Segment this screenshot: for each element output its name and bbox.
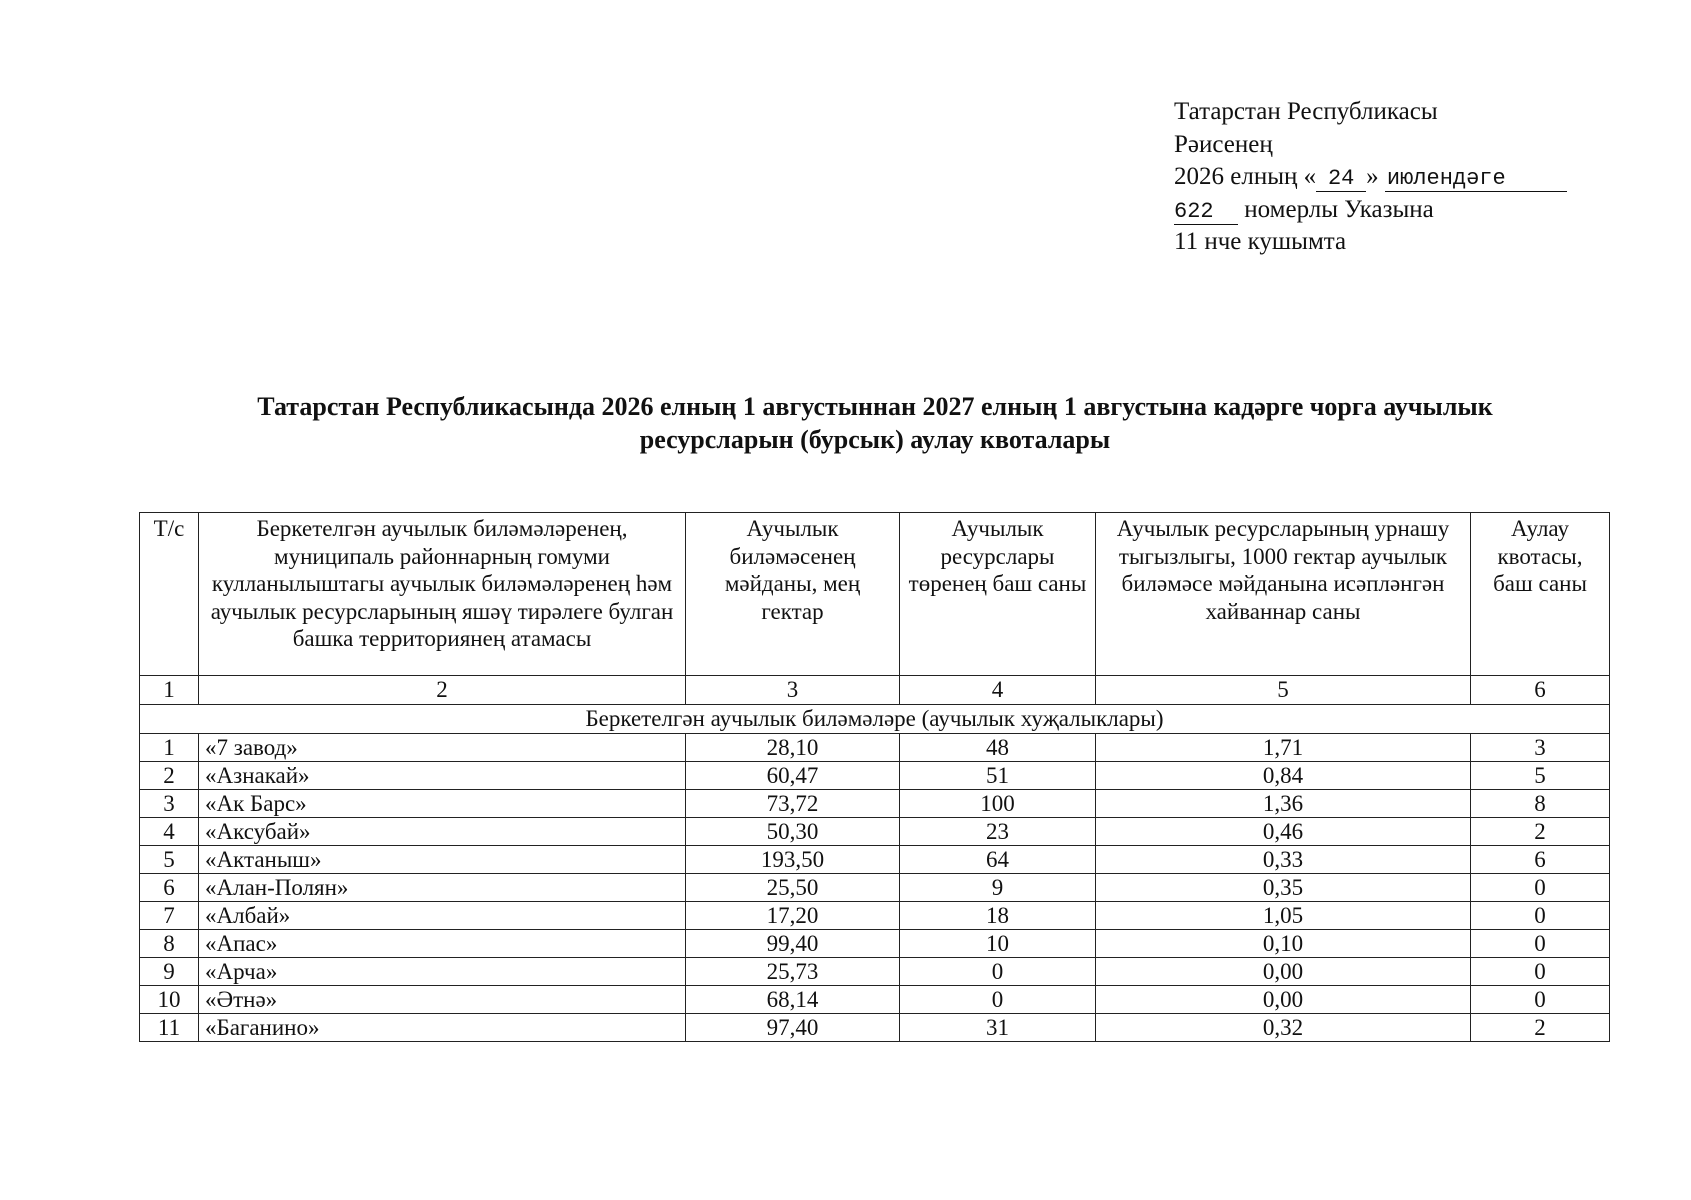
area-value: 73,72 (686, 790, 900, 818)
territory-name: «Албай» (199, 902, 686, 930)
count-value: 31 (900, 1014, 1096, 1042)
count-value: 18 (900, 902, 1096, 930)
density-value: 0,00 (1096, 986, 1471, 1014)
area-value: 50,30 (686, 818, 900, 846)
quota-value: 0 (1471, 902, 1610, 930)
territory-name: «Актаныш» (199, 846, 686, 874)
count-value: 10 (900, 930, 1096, 958)
territory-name: «Алан-Полян» (199, 874, 686, 902)
section-row (140, 705, 1610, 734)
quota-value: 5 (1471, 762, 1610, 790)
attachment-decree-suffix: номерлы Указына (1238, 195, 1434, 223)
document-title-line-2: ресурсларын (бурсык) аулау квоталары (639, 425, 1111, 454)
row-number: 10 (140, 986, 199, 1014)
row-number: 1 (140, 734, 199, 762)
density-value: 1,71 (1096, 734, 1471, 762)
table-row (140, 902, 1610, 930)
density-value: 1,36 (1096, 790, 1471, 818)
quota-value: 6 (1471, 846, 1610, 874)
document-title (150, 390, 1600, 456)
count-value: 0 (900, 958, 1096, 986)
quota-value: 2 (1471, 818, 1610, 846)
area-value: 68,14 (686, 986, 900, 1014)
territory-name: «Баганино» (199, 1014, 686, 1042)
table-row (140, 930, 1610, 958)
density-value: 1,05 (1096, 902, 1471, 930)
section-title: Беркетелгән аучылык биләмәләре (аучылык хуҗалыклары) (140, 705, 1610, 734)
row-number: 4 (140, 818, 199, 846)
quota-value: 0 (1471, 930, 1610, 958)
density-value: 0,32 (1096, 1014, 1471, 1042)
attachment-date-mid: » (1366, 163, 1385, 190)
density-value: 0,35 (1096, 874, 1471, 902)
row-number: 6 (140, 874, 199, 902)
column-number: 6 (1471, 676, 1610, 705)
attachment-line-1: Татарстан Республикасы (1174, 98, 1438, 125)
column-number: 3 (686, 676, 900, 705)
attachment-line-2: Рәисенең (1174, 130, 1273, 158)
table-row (140, 734, 1610, 762)
area-value: 25,73 (686, 958, 900, 986)
row-number: 8 (140, 930, 199, 958)
header-territory-name: Беркетелгән аучылык биләмәләренең, муниципаль районнарның гомуми кулланылыштагы аучылык биләмәләренең һәм аучылык ресурсларының яшәү тирәлеге булган башка территориянең атамасы (199, 513, 686, 676)
column-number: 1 (140, 676, 199, 705)
density-value: 0,10 (1096, 930, 1471, 958)
attachment-header (1174, 96, 1567, 259)
column-number-row (140, 676, 1610, 705)
handwritten-decree-number: 622 (1174, 200, 1238, 225)
header-density: Аучылык ресурсларының урнашу тыгызлыгы, 1000 гектар аучылык биләмәсе мәйданына исәпләнгән хайваннар саны (1096, 513, 1471, 676)
count-value: 51 (900, 762, 1096, 790)
row-number: 9 (140, 958, 199, 986)
table-row (140, 986, 1610, 1014)
attachment-date-prefix: 2026 елның « (1174, 163, 1317, 190)
table-row (140, 958, 1610, 986)
count-value: 100 (900, 790, 1096, 818)
quota-value: 0 (1471, 874, 1610, 902)
density-value: 0,00 (1096, 958, 1471, 986)
quota-value: 2 (1471, 1014, 1610, 1042)
header-serial-number: Т/с (140, 513, 199, 676)
attachment-line-3 (1174, 161, 1567, 194)
quota-value: 3 (1471, 734, 1610, 762)
row-number: 11 (140, 1014, 199, 1042)
territory-name: «Апас» (199, 930, 686, 958)
attachment-line-4 (1174, 194, 1567, 227)
table-row (140, 818, 1610, 846)
table-header-row (140, 513, 1610, 676)
row-number: 7 (140, 902, 199, 930)
density-value: 0,33 (1096, 846, 1471, 874)
area-value: 28,10 (686, 734, 900, 762)
density-value: 0,46 (1096, 818, 1471, 846)
territory-name: «Аксубай» (199, 818, 686, 846)
territory-name: «7 завод» (199, 734, 686, 762)
territory-name: «Азнакай» (199, 762, 686, 790)
area-value: 60,47 (686, 762, 900, 790)
count-value: 0 (900, 986, 1096, 1014)
header-quota: Аулау квотасы, баш саны (1471, 513, 1610, 676)
document-title-line-1: Татарстан Республикасында 2026 елның 1 августыннан 2027 елның 1 августына кадәрге чорга аучылык (257, 392, 1493, 421)
table-row (140, 790, 1610, 818)
count-value: 64 (900, 846, 1096, 874)
area-value: 25,50 (686, 874, 900, 902)
area-value: 99,40 (686, 930, 900, 958)
area-value: 17,20 (686, 902, 900, 930)
column-number: 5 (1096, 676, 1471, 705)
handwritten-month: июлендәге (1385, 167, 1567, 192)
handwritten-day: 24 (1316, 167, 1366, 192)
area-value: 97,40 (686, 1014, 900, 1042)
territory-name: «Ак Барс» (199, 790, 686, 818)
count-value: 9 (900, 874, 1096, 902)
column-number: 2 (199, 676, 686, 705)
count-value: 23 (900, 818, 1096, 846)
count-value: 48 (900, 734, 1096, 762)
table-row (140, 762, 1610, 790)
density-value: 0,84 (1096, 762, 1471, 790)
header-area: Аучылык биләмәсенең мәйданы, мең гектар (686, 513, 900, 676)
table-row (140, 874, 1610, 902)
quota-value: 8 (1471, 790, 1610, 818)
row-number: 3 (140, 790, 199, 818)
table-row (140, 846, 1610, 874)
quota-value: 0 (1471, 958, 1610, 986)
territory-name: «Әтнә» (199, 986, 686, 1014)
area-value: 193,50 (686, 846, 900, 874)
attachment-line-5: 11 нче кушымта (1174, 228, 1347, 255)
table-row (140, 1014, 1610, 1042)
column-number: 4 (900, 676, 1096, 705)
header-resource-count: Аучылык ресурслары төренең баш саны (900, 513, 1096, 676)
territory-name: «Арча» (199, 958, 686, 986)
row-number: 5 (140, 846, 199, 874)
row-number: 2 (140, 762, 199, 790)
quota-value: 0 (1471, 986, 1610, 1014)
quota-table (139, 512, 1610, 1042)
